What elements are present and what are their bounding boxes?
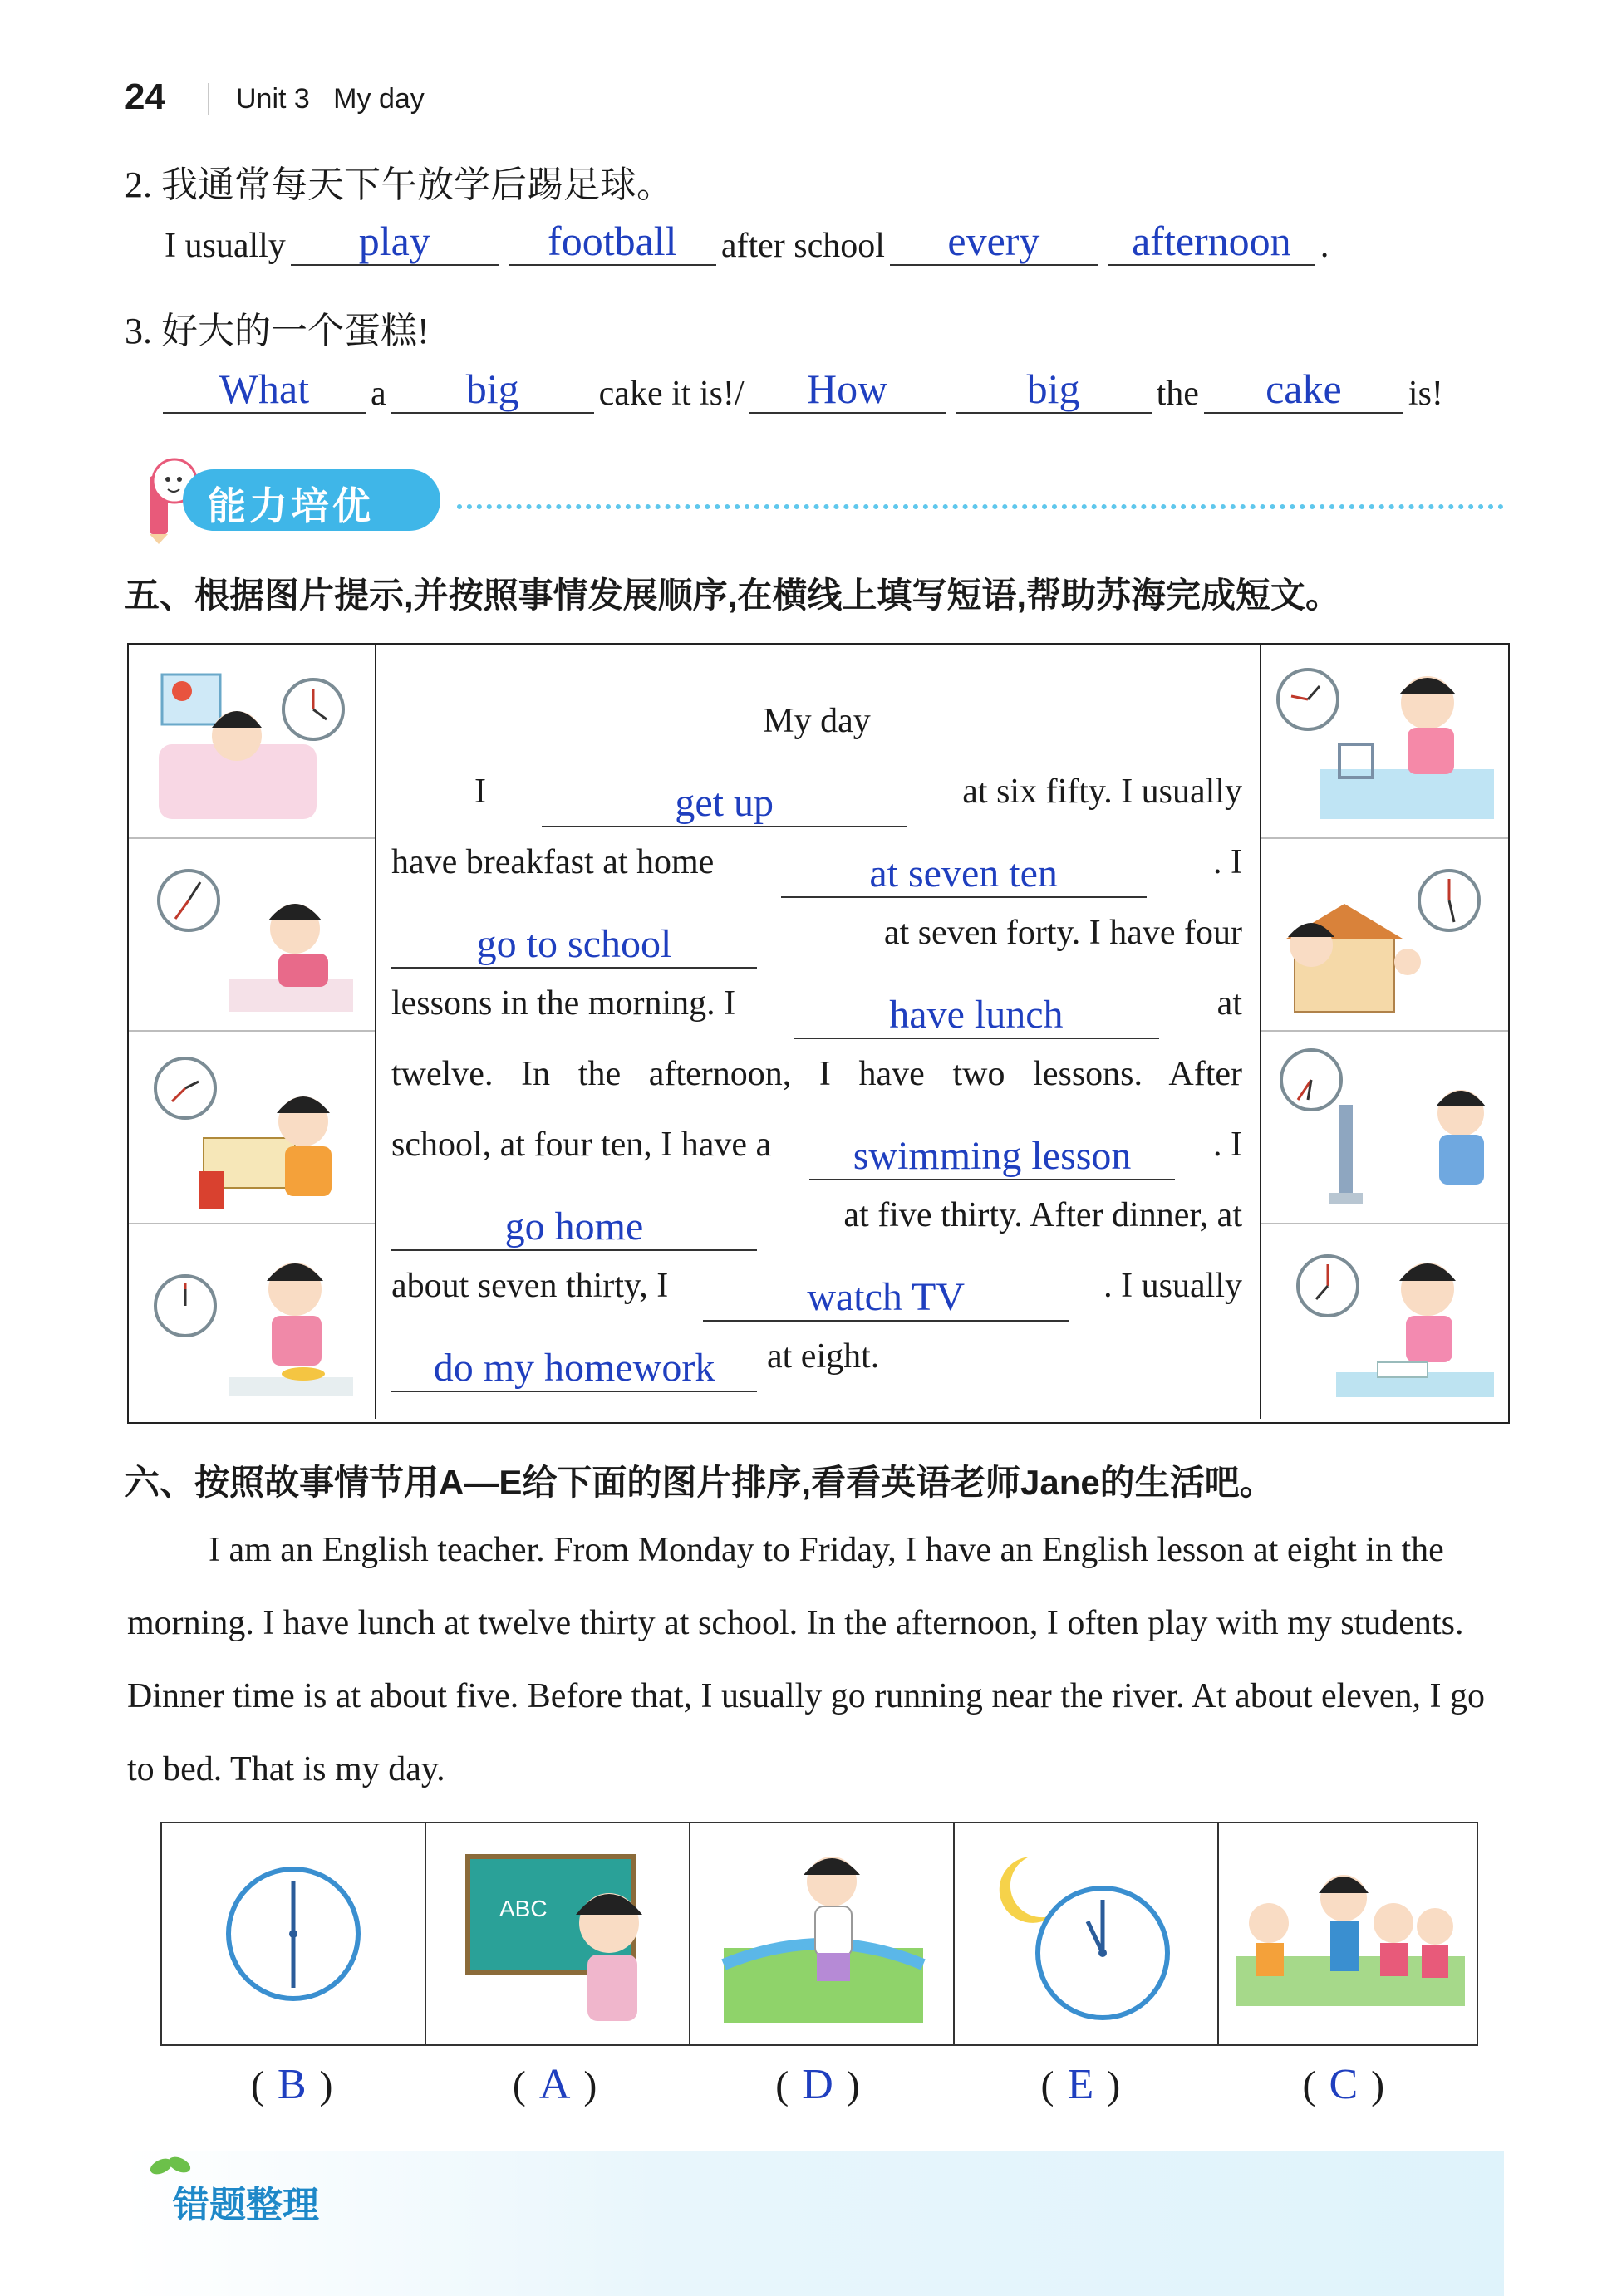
q3-text-4: is! <box>1408 375 1443 413</box>
answer-slot-5[interactable]: ( C ) <box>1302 2061 1385 2108</box>
moon-clock-icon <box>1000 1857 1054 1923</box>
story-text-12: about seven thirty, I <box>391 1267 669 1305</box>
story-text-3: have breakfast at home <box>391 843 715 881</box>
q3-sentence <box>163 365 1443 414</box>
answer-slot-3[interactable]: ( D ) <box>775 2061 860 2108</box>
blank-do-my-homework[interactable]: do my homework <box>391 1346 757 1392</box>
q3-blank-3[interactable]: How <box>749 365 946 414</box>
story-text-2: at six fifty. I usually <box>962 773 1242 811</box>
q3-blank-2[interactable]: big <box>391 365 594 414</box>
picture-go-to-school <box>129 1030 376 1224</box>
story-text-14: at eight. <box>767 1337 880 1376</box>
story-text-7: at <box>1216 984 1242 1023</box>
footer-band <box>125 2151 1504 2296</box>
picture-lunch <box>129 1223 376 1419</box>
blackboard-text: ABC <box>499 1896 548 1921</box>
answer-slot-4[interactable]: ( E ) <box>1040 2061 1121 2108</box>
blank-at-seven-ten[interactable]: at seven ten <box>781 851 1147 898</box>
q2-text-mid: after school <box>720 227 885 265</box>
q2-blank-2[interactable]: football <box>509 218 716 266</box>
story-text-9: school, at four ten, I have a <box>391 1126 772 1164</box>
q3-text-3: the <box>1156 375 1199 413</box>
story-text <box>391 686 1242 1392</box>
story-text-11: at five thirty. After dinner, at <box>843 1196 1242 1234</box>
q3-blank-4[interactable]: big <box>956 365 1152 414</box>
blank-watch-tv[interactable]: watch TV <box>703 1275 1069 1322</box>
blank-go-home[interactable]: go home <box>391 1204 757 1251</box>
q3-prompt: 3. 好大的一个蛋糕! <box>125 311 430 351</box>
q3-blank-5[interactable]: cake <box>1204 365 1403 414</box>
blank-have-lunch[interactable]: have lunch <box>794 993 1159 1039</box>
story-text-6: lessons in the morning. I <box>391 984 736 1023</box>
blank-get-up[interactable]: get up <box>542 781 907 827</box>
picture-wake-up <box>129 645 376 839</box>
picture-teacher <box>426 1823 690 2044</box>
banner-label: 能力培优 <box>208 484 374 527</box>
story-text-4: . I <box>1212 843 1242 881</box>
picture-playing <box>1219 1823 1482 2044</box>
q2-blank-3[interactable]: every <box>890 218 1098 266</box>
header-divider <box>208 83 209 115</box>
picture-homework <box>1260 1223 1508 1419</box>
picture-clock <box>162 1823 426 2044</box>
section-banner <box>125 453 1504 544</box>
picture-bedtime <box>955 1823 1219 2044</box>
picture-running <box>690 1823 955 2044</box>
section5-title: 五、根据图片提示,并按照事情发展顺序,在横线上填写短语,帮助苏海完成短文。 <box>125 576 1341 615</box>
answer-slot-2[interactable]: ( A ) <box>512 2061 597 2108</box>
banner-dotted-line <box>457 504 1504 509</box>
q2-prompt: 2. 我通常每天下午放学后踢足球。 <box>125 164 673 205</box>
blank-go-to-school[interactable]: go to school <box>391 922 757 969</box>
section6-passage: I am an English teacher. From Monday to Friday, I have an English lesson at eight in the morning. I have lunch at twelve thirty at school. In the afternoon, I often play with my students. Dinner time is at about five. Before that, I usually go running near the river. At about eleven, I go to bed. That is my day. <box>127 1531 1486 1788</box>
answer-row <box>160 2060 1475 2109</box>
q2-text-end: . <box>1320 227 1329 265</box>
q3-text-1: a <box>371 375 386 413</box>
q2-blank-4[interactable]: afternoon <box>1108 218 1315 266</box>
story-title: My day <box>763 702 871 740</box>
footer-label: 错题整理 <box>173 2185 319 2225</box>
story-text-1: I <box>474 773 486 811</box>
story-text-13: . I usually <box>1103 1267 1242 1305</box>
q2-blank-1[interactable]: play <box>291 218 499 266</box>
picture-row <box>160 1822 1478 2046</box>
picture-swimming <box>1260 645 1508 839</box>
picture-go-home <box>1260 837 1508 1032</box>
q2-text-prefix: I usually <box>165 227 286 265</box>
unit-label: Unit 3 My day <box>236 83 425 115</box>
story-text-10: . I <box>1212 1126 1242 1164</box>
story-table <box>127 643 1510 1424</box>
page-number: 24 <box>125 76 165 117</box>
q3-blank-1[interactable]: What <box>163 365 366 414</box>
section6-title: 六、按照故事情节用A—E给下面的图片排序,看看英语老师Jane的生活吧。 <box>125 1463 1275 1502</box>
q3-text-2: cake it is!/ <box>598 375 745 413</box>
answer-slot-1[interactable]: ( B ) <box>250 2061 333 2108</box>
picture-breakfast <box>129 837 376 1032</box>
picture-watch-tv <box>1260 1030 1508 1224</box>
q2-sentence <box>165 218 1329 266</box>
blank-swimming-lesson[interactable]: swimming lesson <box>809 1134 1175 1180</box>
story-text-5: at seven forty. I have four <box>883 914 1242 952</box>
story-text-8: twelve. In the afternoon, I have two lessons. After <box>391 1055 1242 1093</box>
